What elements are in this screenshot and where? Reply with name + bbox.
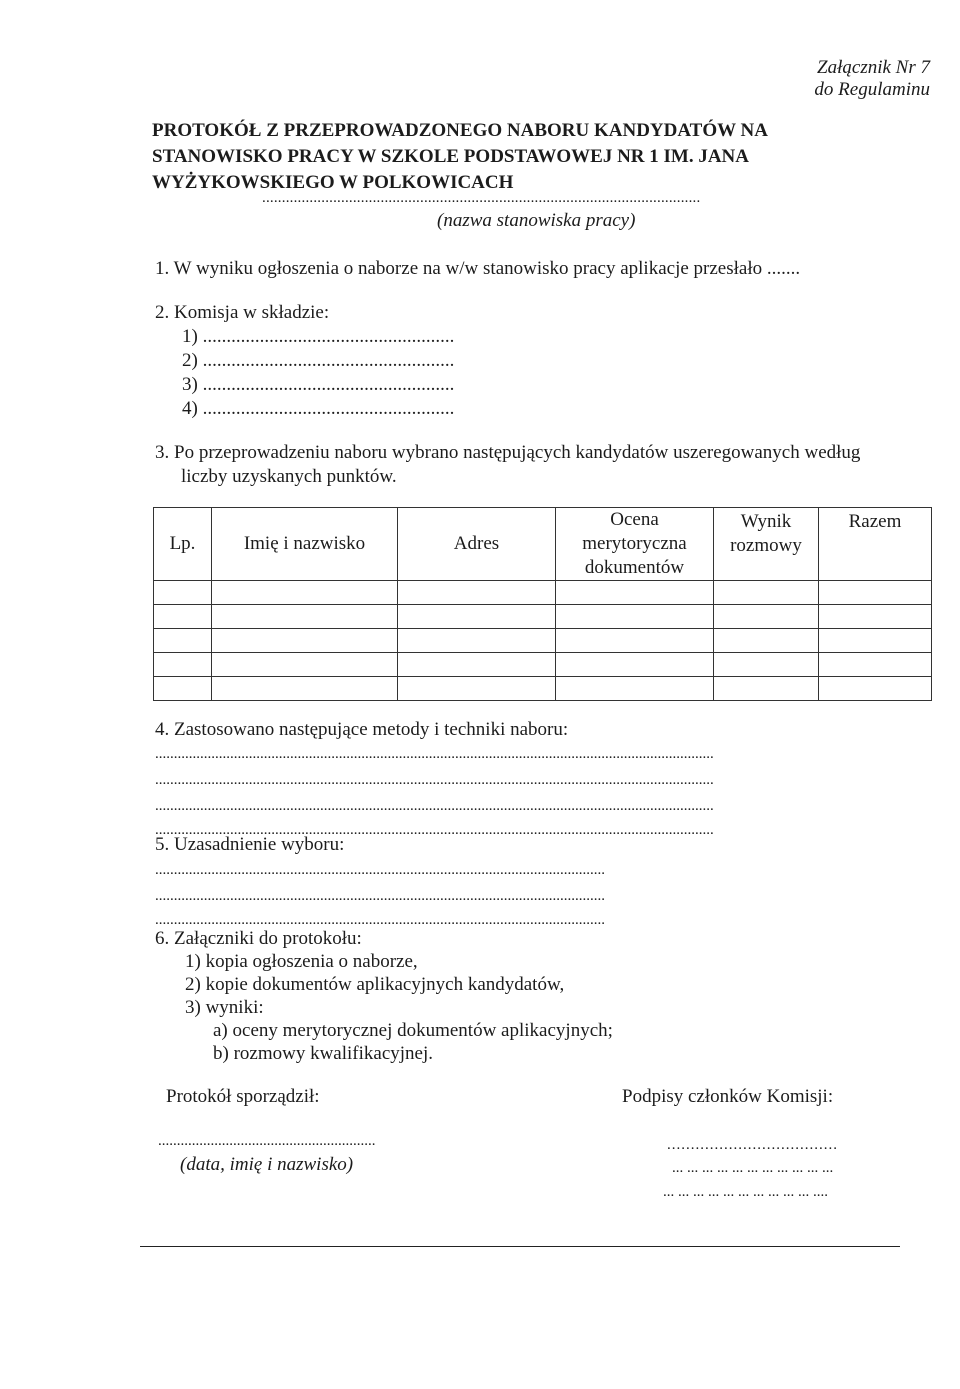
header-score [556, 508, 714, 581]
header-total: Razem [819, 508, 932, 581]
section-4-line-1: ..................................................................................................................................................... [155, 746, 714, 762]
bottom-rule [140, 1246, 900, 1247]
member-signature-3: ... ... ... ... ... ... ... ... ... ... .... [663, 1184, 828, 1200]
member-line-4: 4) ..................................................... [182, 398, 455, 419]
position-blank: ............................................................................................................... [262, 190, 701, 206]
section-4-line-3: ..................................................................................................................................................... [155, 798, 714, 814]
header-interview-line-2: rozmowy [730, 535, 802, 556]
document-title: PROTOKÓŁ Z PRZEPROWADZONEGO NABORU KANDYDATÓW NA STANOWISKO PRACY W SZKOLE PODSTAWOWEJ NR 1 IM. JANA WYŻYKOWSKIEGO W POLKOWICACH [152, 120, 767, 193]
header-name: Imię i nazwisko [212, 508, 398, 581]
attachment-2: 2) kopie dokumentów aplikacyjnych kandydatów, [185, 974, 565, 995]
header-lp: Lp. [154, 508, 212, 581]
member-line-3: 3) ..................................................... [182, 374, 455, 395]
section-4-line-4: ..................................................................................................................................................... [155, 822, 714, 838]
section-6-label: 6. Załączniki do protokołu: [155, 928, 362, 949]
attachment-3: 3) wyniki: [185, 997, 264, 1018]
attachment-1: 1) kopia ogłoszenia o naborze, [185, 951, 418, 972]
section-5-label: 5. Uzasadnienie wyboru: [155, 834, 345, 855]
header-interview-line-1: Wynik [740, 511, 792, 532]
header-address: Adres [398, 508, 556, 581]
annex-label-2: do Regulaminu [814, 79, 930, 100]
section-5-line-2: ........................................................................................................................ [155, 888, 605, 904]
attachment-3b: b) rozmowy kwalifikacyjnej. [213, 1043, 434, 1064]
member-line-1: 1) ..................................................... [182, 326, 455, 347]
table-row [154, 629, 932, 653]
table-row [154, 677, 932, 701]
section-2-label: 2. Komisja w składzie: [155, 302, 330, 323]
candidates-table [153, 507, 932, 701]
protocol-author-blank: .......................................................... [158, 1133, 376, 1149]
section-3-line-1: 3. Po przeprowadzeniu naboru wybrano następujących kandydatów uszeregowanych według [155, 442, 861, 463]
section-3-line-2: liczby uzyskanych punktów. [181, 466, 397, 487]
table-row [154, 605, 932, 629]
protocol-author-caption: (data, imię i nazwisko) [180, 1154, 354, 1175]
member-signature-1: .................................... [667, 1137, 838, 1153]
section-4-line-2: ..................................................................................................................................................... [155, 772, 714, 788]
table-header-row [154, 508, 932, 581]
members-signatures-label: Podpisy członków Komisji: [622, 1086, 834, 1107]
protocol-author-label: Protokół sporządził: [166, 1086, 320, 1107]
attachment-3a: a) oceny merytorycznej dokumentów aplikacyjnych; [213, 1020, 613, 1041]
member-line-2: 2) ..................................................... [182, 350, 455, 371]
table-row [154, 653, 932, 677]
header-score-line-1: Ocena [610, 509, 659, 530]
header-interview [714, 508, 819, 581]
member-signature-2: ... ... ... ... ... ... ... ... ... ... ... [672, 1160, 834, 1176]
annex-label-1: Załącznik Nr 7 [817, 57, 930, 78]
table-row [154, 581, 932, 605]
header-score-line-3: dokumentów [584, 557, 685, 578]
section-4-label: 4. Zastosowano następujące metody i techniki naboru: [155, 719, 569, 740]
section-1: 1. W wyniku ogłoszenia o naborze na w/w stanowisko pracy aplikacje przesłało ....... [155, 258, 801, 279]
section-5-line-3: ........................................................................................................................ [155, 912, 605, 928]
header-score-line-2: merytoryczna [582, 533, 687, 554]
section-5-line-1: ........................................................................................................................ [155, 862, 605, 878]
position-caption: (nazwa stanowiska pracy) [437, 210, 636, 231]
